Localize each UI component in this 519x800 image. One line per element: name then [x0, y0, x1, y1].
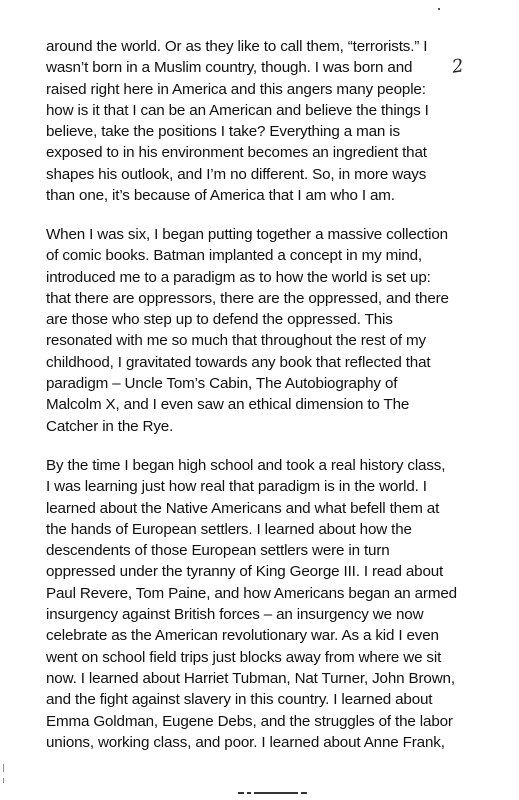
text-line: exposed to in his environment becomes an ingredient that — [46, 144, 427, 162]
text-line: raised right here in America and this angers many people: — [46, 80, 426, 98]
scan-dash — [247, 792, 251, 794]
text-line: descendents of those European settlers were in turn — [46, 542, 390, 560]
text-line: introduced me to a paradigm as to how the world is set up: — [46, 268, 431, 286]
paragraph-1 — [46, 36, 491, 206]
text-line: By the time I began high school and took a real history class, — [46, 457, 446, 474]
text-line: went on school field trips just blocks away from where we sit — [46, 648, 442, 666]
text-line: than one, it’s because of America that I am who I am. — [46, 187, 395, 205]
text-line: that there are oppressors, there are the oppressed, and there — [46, 289, 449, 307]
scan-dash — [301, 792, 307, 794]
text-line: Emma Goldman, Eugene Debs, and the struggles of the labor — [46, 712, 453, 730]
text-line: believe, take the positions I take? Everything a man is — [46, 123, 400, 141]
scan-dash — [238, 792, 244, 794]
text-line: childhood, I gravitated towards any book that reflected that — [46, 353, 431, 371]
text-line: the hands of European settlers. I learned about how the — [46, 520, 412, 538]
text-line: and the fight against slavery in this country. I learned about — [46, 691, 433, 709]
paragraph-2 — [46, 224, 491, 437]
text-line: Malcolm X, and I even saw an ethical dimension to The — [46, 396, 410, 414]
handwritten-page-number: 2 — [450, 55, 465, 78]
text-line: Paul Revere, Tom Paine, and how Americans began an armed — [46, 584, 457, 602]
text-line: how is it that I can be an American and believe the things I — [46, 101, 429, 119]
text-line: oppressed under the tyranny of King George III. I read about — [46, 563, 444, 581]
text-line: wasn’t born in a Muslim country, though. I was born and — [46, 59, 413, 77]
text-line: paradigm – Uncle Tom’s Cabin, The Autobiography of — [46, 375, 398, 393]
text-line: resonated with me so much that throughout the rest of my — [46, 332, 426, 350]
text-line: around the world. Or as they like to call them, “terrorists.” I — [46, 38, 428, 55]
text-line: celebrate as the American revolutionary war. As a kid I even — [46, 627, 439, 645]
text-line: of comic books. Batman implanted a concept in my mind, — [46, 247, 422, 265]
text-line: I was learning just how real that paradigm is in the world. I — [46, 478, 427, 496]
text-line: shapes his outlook, and I’m no different. So, in more ways — [46, 165, 427, 183]
scan-dash — [254, 792, 298, 794]
scan-edge-mark — [3, 778, 4, 783]
text-line: are those who step up to defend the oppressed. This — [46, 311, 393, 329]
text-line: learned about the Native Americans and what befell them at — [46, 499, 440, 517]
paragraph-3 — [46, 455, 491, 753]
scan-bottom-mark — [238, 792, 328, 794]
text-line: now. I learned about Harriet Tubman, Nat Turner, John Brown, — [46, 669, 455, 687]
text-line: unions, working class, and poor. I learned about Anne Frank, — [46, 733, 445, 751]
scan-speck — [438, 8, 440, 10]
text-line: insurgency against British forces – an insurgency we now — [46, 606, 424, 624]
text-line: When I was six, I began putting together a massive collection — [46, 226, 448, 243]
scan-edge-mark — [3, 764, 4, 772]
text-line: Catcher in the Rye. — [46, 417, 174, 435]
